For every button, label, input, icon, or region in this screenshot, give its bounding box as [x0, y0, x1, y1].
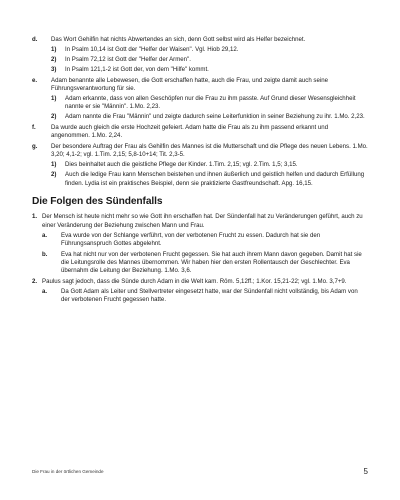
sub-item — [51, 161, 368, 169]
sub-item — [51, 46, 368, 54]
sub-item-text: Auch die ledige Frau kann Menschen beistehen und ihnen äußerlich und geistlich helfen und dadurch Erfüllung finden. Lydia ist ein praktisches Beispiel, denn sie praktizierte Gastfreundschaft. Apg. 16,15. — [65, 171, 365, 187]
item-label: g. — [32, 143, 38, 150]
numbered-item-2 — [32, 278, 368, 305]
page-number: 5 — [363, 467, 368, 476]
list-item-f — [32, 124, 368, 141]
page-footer — [32, 467, 368, 479]
sub-item — [51, 95, 368, 112]
item-label: b. — [42, 250, 48, 258]
item-text: Da wurde auch gleich die erste Hochzeit gefeiert. Adam hatte die Frau als zu ihm passend erkannt und angenommen. 1.Mo. 2,24. — [51, 124, 329, 140]
sub-item-text: Adam erkannte, dass von allen Geschöpfen nur die Frau zu ihm passte. Auf Grund dieser Wesensgleichheit nannte er sie "Männin". 1.Mo. 2,23. — [65, 95, 356, 111]
item-label: a. — [42, 288, 48, 296]
list-item-e — [32, 77, 368, 122]
item-label: a. — [42, 231, 48, 239]
item-text: Das Wort Gehilfin hat nichts Abwertendes an sich, denn Gott selbst wird als Helfer bezeichnet. — [51, 36, 306, 43]
sub-item-label: 1) — [51, 161, 57, 169]
item-text: Eva wurde von der Schlange verführt, von der verbotenen Frucht zu essen. Dadurch hat sie den Führungsanspruch Gottes abgelehnt. — [61, 231, 321, 248]
footer-title: Die Frau in der örtlichen Gemeinde — [32, 469, 104, 474]
sub-item-label: 1) — [51, 46, 57, 53]
item-text: Eva hat nicht nur von der verbotenen Frucht gegessen. Sie hat auch ihrem Mann davon gegeben. Damit hat sie die Leitungsrolle des Mannes übernommen. Wir haben hier den ersten Rollentausch der Geschlechter. Eva übernahm die Leitung der Beziehung. 1.Mo. 3,6. — [61, 250, 362, 275]
list-item-a — [42, 288, 368, 305]
sub-item-label: 1) — [51, 95, 57, 102]
item-text: Paulus sagt jedoch, dass die Sünde durch Adam in die Welt kam. Röm. 5,12ff.; 1.Kor. 15,21-22; vgl. 1.Mo. 3,7+9. — [42, 278, 347, 286]
sub-item-label: 2) — [51, 171, 57, 179]
list-item-d — [32, 36, 368, 74]
sub-item-text: Dies beinhaltet auch die geistliche Pflege der Kinder. 1.Tim. 2,15; vgl. 2.Tim. 1,5; 3,15. — [65, 161, 298, 169]
item-label: e. — [32, 76, 38, 84]
sub-item — [51, 171, 368, 188]
section-heading: Die Folgen des Sündenfalls — [32, 196, 163, 208]
item-label: f. — [32, 124, 36, 131]
sub-item-label: 2) — [51, 113, 57, 121]
item-text: Da Gott Adam als Leiter und Stellvertreter eingesetzt hatte, war der Sündenfall nicht vollständig, bis Adam von der verbotenen Frucht gegessen hatte. — [61, 288, 358, 304]
sub-item — [51, 113, 368, 121]
sub-item-label: 3) — [51, 66, 57, 73]
list-item-a — [42, 232, 368, 249]
item-number: 2. — [32, 278, 38, 286]
page-content — [32, 36, 368, 307]
sub-item-text: In Psalm 72,12 ist Gott der "Helfer der Armen". — [65, 56, 191, 63]
item-number: 1. — [32, 213, 38, 221]
numbered-item-1 — [32, 213, 368, 276]
sub-item-label: 2) — [51, 56, 57, 63]
item-text: Adam benannte alle Lebewesen, die Gott erschaffen hatte, auch die Frau, und zeigte damit auch seine Führungsverantwortung für sie. — [51, 76, 328, 92]
list-item-b — [42, 251, 368, 276]
sub-item — [51, 56, 368, 64]
item-text: Der besondere Auftrag der Frau als Gehilfin des Mannes ist die Mutterschaft und die Pflege des neuen Lebens. 1.Mo. 3,20; 4,1-2; vgl. 1.Tim. 2,15; 5,8-10+14; Tit. 2,3-5. — [51, 143, 368, 159]
list-item-g — [32, 143, 368, 188]
sub-item-text: Adam nannte die Frau "Männin" und zeigte dadurch seine Leiterfunktion in seiner Beziehung zu ihr. 1.Mo. 2,23. — [65, 113, 365, 121]
sub-item-text: In Psalm 121,1-2 ist Gott der, von dem "Hilfe" kommt. — [65, 66, 209, 73]
item-text: Der Mensch ist heute nicht mehr so wie Gott ihn erschaffen hat. Der Sündenfall hat zu Veränderungen geführt, auch zu einer Veränderung der Beziehung zwischen Mann und Frau. — [42, 213, 363, 229]
sub-item-text: In Psalm 10,14 ist Gott der "Helfer der Waisen". Vgl. Hiob 29,12. — [65, 46, 239, 53]
sub-item — [51, 66, 368, 74]
item-label: d. — [32, 36, 38, 43]
